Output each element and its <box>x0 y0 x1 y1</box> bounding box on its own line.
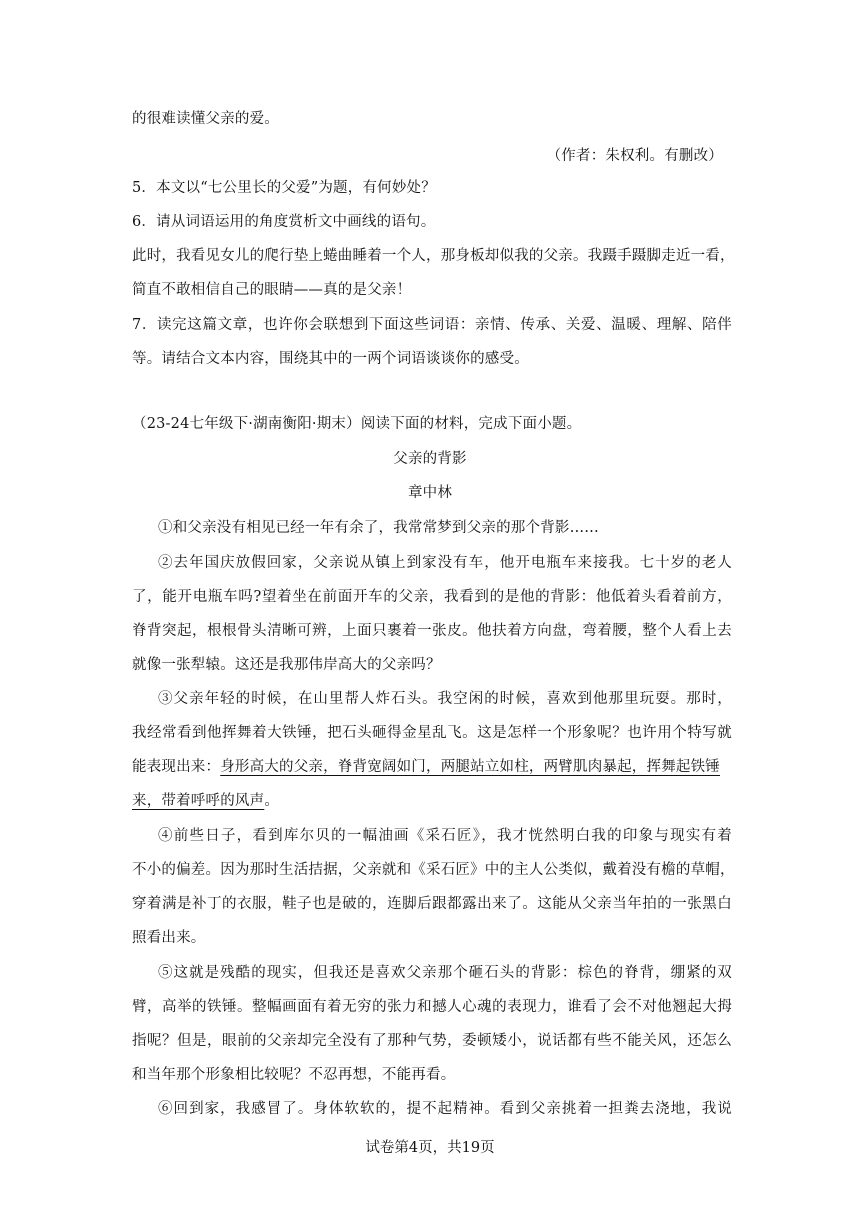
underlined-sentence: 来，带着呼呼的风声 <box>132 793 265 809</box>
paragraph-1: ①和父亲没有相见已经一年有余了，我常常梦到父亲的那个背影…… <box>158 520 599 536</box>
underlined-sentence: 身形高大的父亲，脊背宽阔如门，两腿站立如柱，两臂肌肉暴起，挥舞起铁锤 <box>220 759 720 775</box>
paragraph-2: 脊背突起，根根骨头清晰可辨，上面只裹着一张皮。他扶着方向盘，弯着腰，整个人看上去 <box>132 623 732 639</box>
article-author: 章中林 <box>407 485 453 501</box>
paragraph-5: ⑤这就是残酷的现实，但我还是喜欢父亲那个砸石头的背影：棕色的脊背，绷紧的双 <box>158 965 732 981</box>
question-6-quote: 此时，我看见女儿的爬行垫上蜷曲睡着一个人，那身板却似我的父亲。我蹑手蹑脚走近一看， <box>132 248 735 264</box>
question-6-quote: 简直不敢相信自己的眼睛——真的是父亲！ <box>132 282 412 298</box>
paragraph-4: 照看出来。 <box>132 930 206 946</box>
text-segment: 。 <box>264 793 280 809</box>
source-note: （作者：朱权利。有删改） <box>546 148 723 164</box>
page-footer: 试卷第4页，共19页 <box>365 1140 495 1156</box>
paragraph-5: 臂，高举的铁锤。整幅画面有着无穷的张力和撼人心魂的表现力，谁看了会不对他翘起大拇 <box>132 999 732 1015</box>
paragraph-3 <box>132 791 732 811</box>
paragraph-4: 不小的偏差。因为那时生活拮据，父亲就和《采石匠》中的主人公类似，戴着没有檐的草帽， <box>132 862 735 878</box>
paragraph-2: 就像一张犁辕。这还是我那伟岸高大的父亲吗？ <box>132 657 441 673</box>
paragraph-5: 和当年那个形象相比较呢？不忍再想，不能再看。 <box>132 1067 456 1083</box>
text-segment: 能表现出来： <box>132 759 221 775</box>
paragraph-3: 我经常看到他挥舞着大铁锤，把石头砸得金星乱飞。这是怎样一个形象呢？也许用个特写就 <box>132 725 732 741</box>
question-6: 6．请从词语运用的角度赏析文中画线的语句。 <box>132 214 436 230</box>
question-5: 5．本文以“七公里长的父爱”为题，有何妙处？ <box>132 180 436 196</box>
article-title: 父亲的背影 <box>393 451 467 467</box>
paragraph-4: ④前些日子，看到库尔贝的一幅油画《采石匠》，我才恍然明白我的印象与现实有着 <box>158 828 732 844</box>
text-line: 的很难读懂父亲的爱。 <box>132 111 279 127</box>
paragraph-2: ②去年国庆放假回家，父亲说从镇上到家没有车，他开电瓶车来接我。七十岁的老人 <box>158 555 732 571</box>
paragraph-4: 穿着满是补丁的衣服，鞋子也是破的，连脚后跟都露出来了。这能从父亲当年拍的一张黑白 <box>132 896 732 912</box>
paragraph-5: 指呢？但是，眼前的父亲却完全没有了那种气势，委顿矮小，说话都有些不能关风，还怎么 <box>132 1033 732 1049</box>
section-intro: （23-24七年级下·湖南衡阳·期末）阅读下面的材料，完成下面小题。 <box>132 416 582 432</box>
paragraph-6: ⑥回到家，我感冒了。身体软软的，提不起精神。看到父亲挑着一担粪去浇地，我说 <box>158 1101 732 1117</box>
question-7: 等。请结合文本内容，围绕其中的一两个词语谈谈你的感受。 <box>132 351 529 367</box>
paragraph-2: 了，能开电瓶车吗?望着坐在前面开车的父亲，我看到的是他的背影：他低着头看着前方， <box>132 589 732 605</box>
paragraph-3: ③父亲年轻的时候，在山里帮人炸石头。我空闲的时候，喜欢到他那里玩耍。那时， <box>158 691 732 707</box>
paragraph-3 <box>132 757 732 777</box>
question-7: 7．读完这篇文章，也许你会联想到下面这些词语：亲情、传承、关爱、温暖、理解、陪伴 <box>132 317 732 333</box>
